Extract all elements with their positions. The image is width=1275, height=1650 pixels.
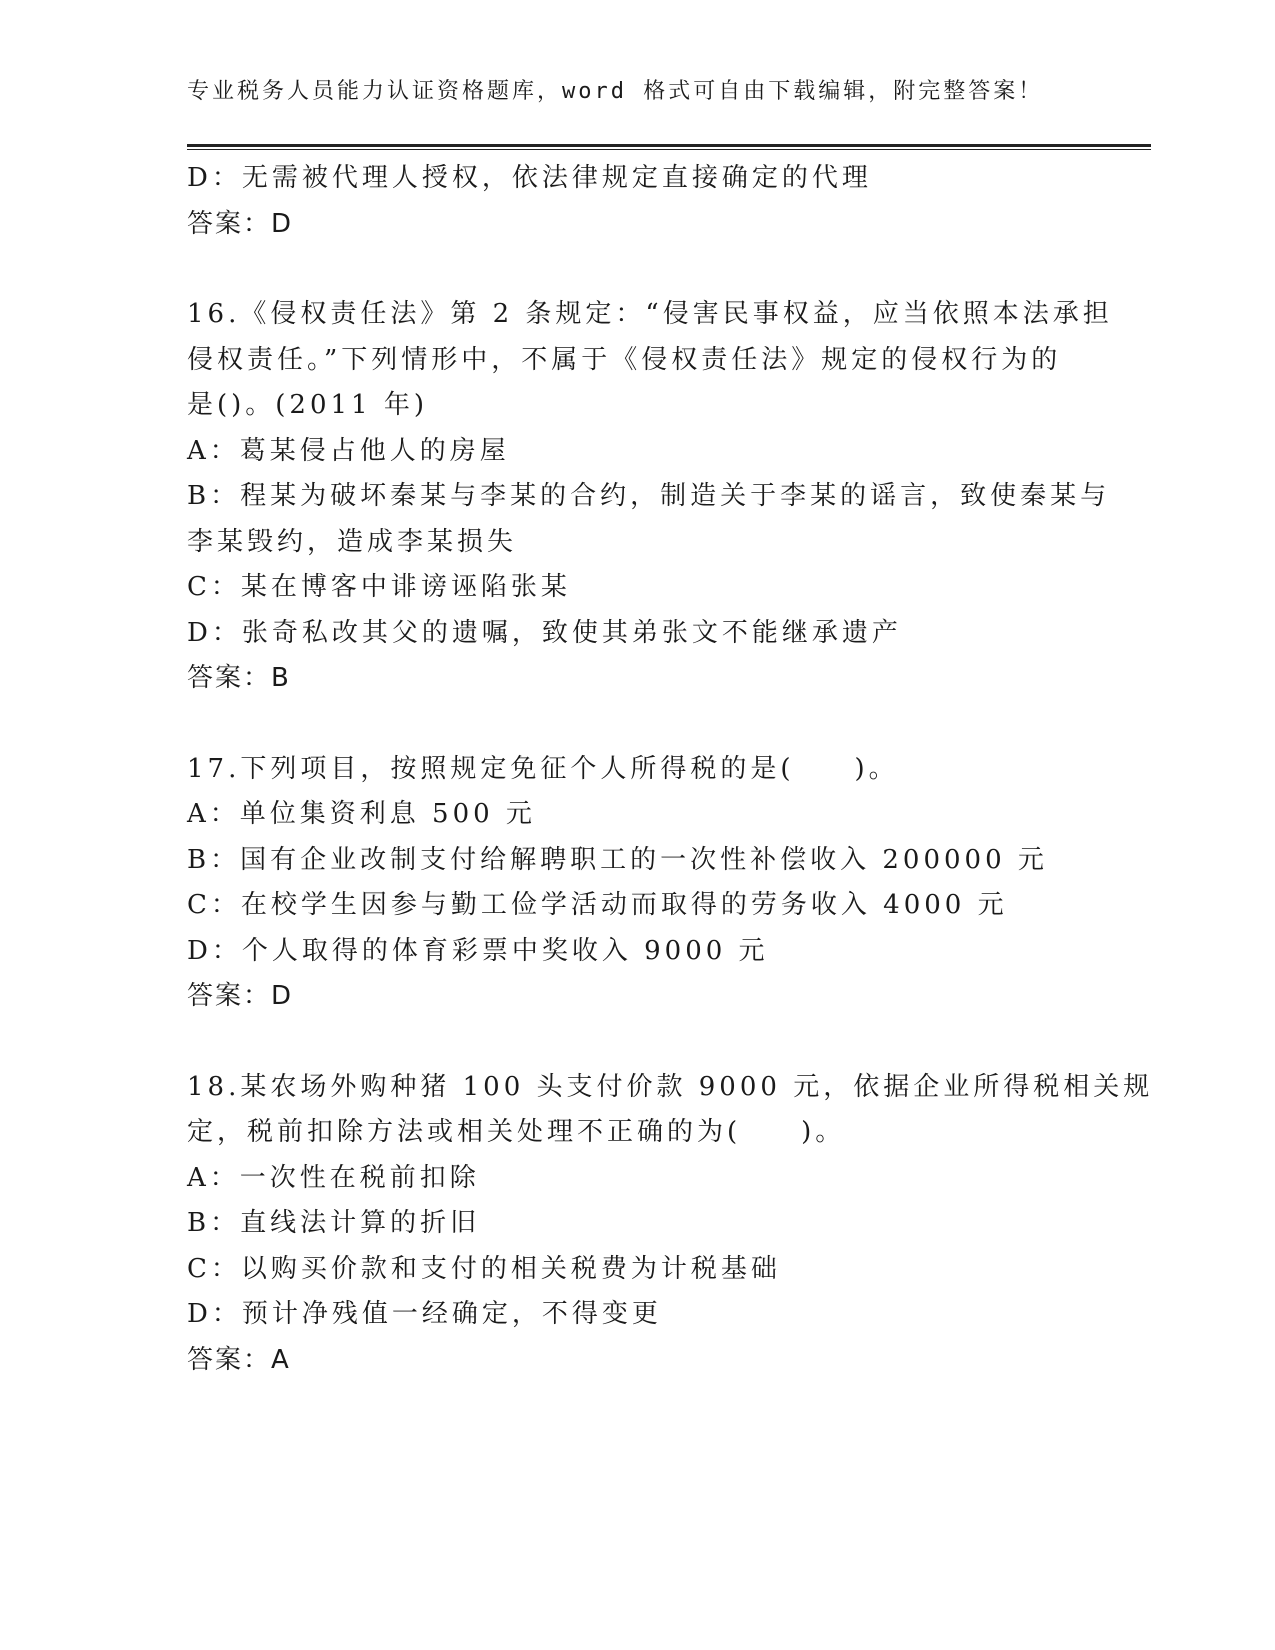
answer: 答案：B (187, 663, 291, 693)
question-17 (187, 747, 1087, 1020)
option-b: B：国有企业改制支付给解聘职工的一次性补偿收入 200000 元 (187, 844, 1048, 875)
option-b-continued: 李某毁约，造成李某损失 (187, 526, 518, 557)
prev-question-option-d: D：无需被代理人授权，依法律规定直接确定的代理 (187, 163, 872, 193)
question-stem-line: 侵权责任。”下列情形中，不属于《侵权责任法》规定的侵权行为的 (187, 344, 1062, 375)
option-c: C：以购买价款和支付的相关税费为计税基础 (187, 1253, 781, 1284)
document-body (187, 156, 1154, 1383)
question-stem-line: 是()。(2011 年) (187, 390, 429, 420)
question-stem-line: 定，税前扣除方法或相关处理不正确的为( )。 (187, 1117, 846, 1147)
page-header-text: 专业税务人员能力认证资格题库，word 格式可自由下载编辑，附完整答案！ (187, 79, 1044, 104)
question-stem-line: 16.《侵权责任法》第 2 条规定：“侵害民事权益，应当依照本法承担 (187, 299, 1113, 329)
option-c: C：在校学生因参与勤工俭学活动而取得的劳务收入 4000 元 (187, 890, 1008, 920)
option-b: B：直线法计算的折旧 (187, 1208, 481, 1238)
question-stem-line: 18.某农场外购种猪 100 头支付价款 9000 元，依据企业所得税相关规 (187, 1071, 1154, 1102)
question-16 (187, 292, 1113, 702)
header-divider (187, 144, 1151, 150)
answer: 答案：A (187, 1344, 291, 1375)
option-b: B：程某为破坏秦某与李某的合约，制造关于李某的谣言，致使秦某与 (187, 481, 1111, 511)
option-a: A：一次性在税前扣除 (187, 1162, 480, 1193)
question-18 (187, 1065, 1154, 1384)
option-d: D：个人取得的体育彩票中奖收入 9000 元 (187, 935, 769, 966)
answer: 答案：D (187, 981, 294, 1011)
option-a: A：葛某侵占他人的房屋 (187, 435, 510, 466)
question-stem-line: 17.下列项目，按照规定免征个人所得税的是( )。 (187, 753, 899, 784)
option-c: C：某在博客中诽谤诬陷张某 (187, 572, 571, 602)
option-d: D：预计净残值一经确定，不得变更 (187, 1299, 662, 1329)
option-d: D：张奇私改其父的遗嘱，致使其弟张文不能继承遗产 (187, 617, 902, 648)
option-a: A：单位集资利息 500 元 (187, 799, 536, 829)
prev-question-answer: 答案：D (187, 208, 294, 239)
